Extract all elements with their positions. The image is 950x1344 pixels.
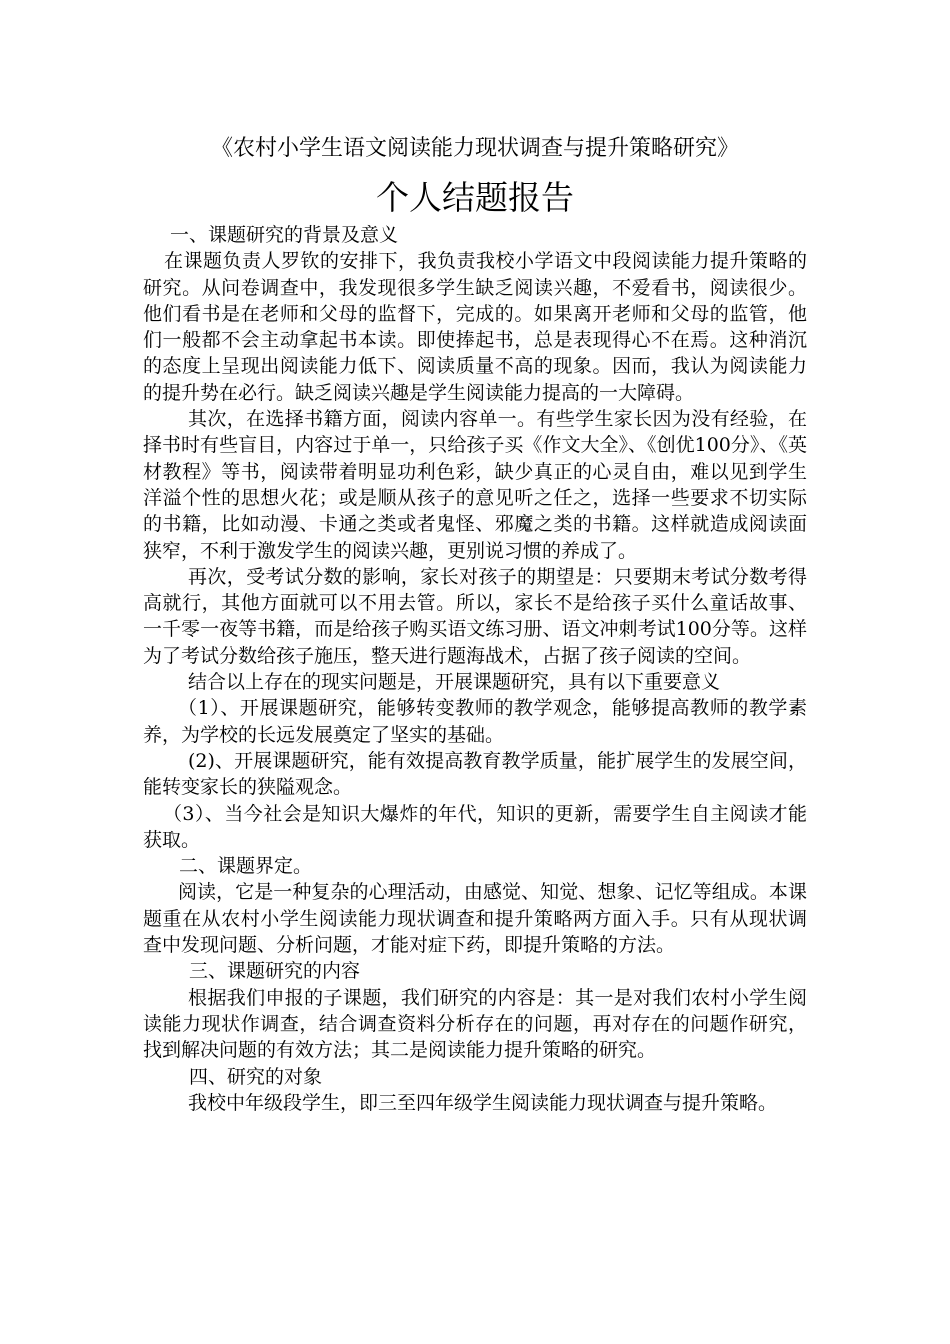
- paragraph-exam-scores: 再次，受考试分数的影响，家长对孩子的期望是：只要期末考试分数考得高就行，其他方面就可以不用去管。所以，家长不是给孩子买什么童话故事、一千零一夜等书籍，而是给孩子购买语文练习册、语文冲刺考试100分等。这样为了考试分数给孩子施压，整天进行题海战术，占据了孩子阅读的空间。: [143, 565, 807, 667]
- document-body: [143, 222, 807, 1116]
- section-heading-subjects: 四、研究的对象: [189, 1065, 323, 1088]
- series-title: 《农村小学生语文阅读能力现状调查与提升策略研究》: [210, 136, 739, 161]
- significance-item-1: （1）、开展课题研究，能够转变教师的教学观念，能够提高教师的教学素养，为学校的长远发展奠定了坚实的基础。: [143, 697, 807, 746]
- paragraph-background: 在课题负责人罗钦的安排下，我负责我校小学语文中段阅读能力提升策略的研究。从问卷调查中，我发现很多学生缺乏阅读兴趣，不爱看书，阅读很少。他们看书是在老师和父母的监督下，完成的。如果离开老师和父母的监管，他们一般都不会主动拿起书本读。即使捧起书，总是表现得心不在焉。这种消沉的态度上呈现出阅读能力低下、阅读质量不高的现象。因而，我认为阅读能力的提升势在必行。缺乏阅读兴趣是学生阅读能力提高的一大障碍。: [143, 250, 807, 404]
- section-heading-background: 一、课题研究的背景及意义: [170, 224, 399, 246]
- significance-item-3: （3）、当今社会是知识大爆炸的年代，知识的更新，需要学生自主阅读才能获取。: [143, 802, 807, 851]
- paragraph-significance-intro: 结合以上存在的现实问题是，开展课题研究，具有以下重要意义: [188, 671, 721, 694]
- paragraph-definition: 阅读，它是一种复杂的心理活动，由感觉、知觉、想象、记忆等组成。本课题重在从农村小学生阅读能力现状调查和提升策略两方面入手。只有从现状调查中发现问题、分析问题，才能对症下药，即提升策略的方法。: [143, 881, 807, 957]
- section-heading-definition: 二、课题界定。: [179, 855, 313, 878]
- section-heading-content: 三、课题研究的内容: [189, 960, 361, 983]
- paragraph-subjects: 我校中年级段学生，即三至四年级学生阅读能力现状调查与提升策略。: [188, 1091, 778, 1114]
- paragraph-book-selection: 其次，在选择书籍方面，阅读内容单一。有些学生家长因为没有经验，在择书时有些盲目，内容过于单一，只给孩子买《作文大全》、《创优100分》、《英材教程》等书，阅读带着明显功利色彩，缺少真正的心灵自由，难以见到学生洋溢个性的思想火花；或是顺从孩子的意见听之任之，选择一些要求不切实际的书籍，比如动漫、卡通之类或者鬼怪、邪魔之类的书籍。这样就造成阅读面狭窄，不利于激发学生的阅读兴趣，更别说习惯的养成了。: [143, 408, 807, 562]
- paragraph-content: 根据我们申报的子课题，我们研究的内容是：其一是对我们农村小学生阅读能力现状作调查，结合调查资料分析存在的问题，再对存在的问题作研究，找到解决问题的有效方法；其二是阅读能力提升策略的研究。: [143, 986, 807, 1062]
- report-title: 个人结题报告: [376, 178, 574, 217]
- significance-item-2: (2)、开展课题研究，能有效提高教育教学质量，能扩展学生的发展空间，能转变家长的狭隘观念。: [143, 749, 807, 799]
